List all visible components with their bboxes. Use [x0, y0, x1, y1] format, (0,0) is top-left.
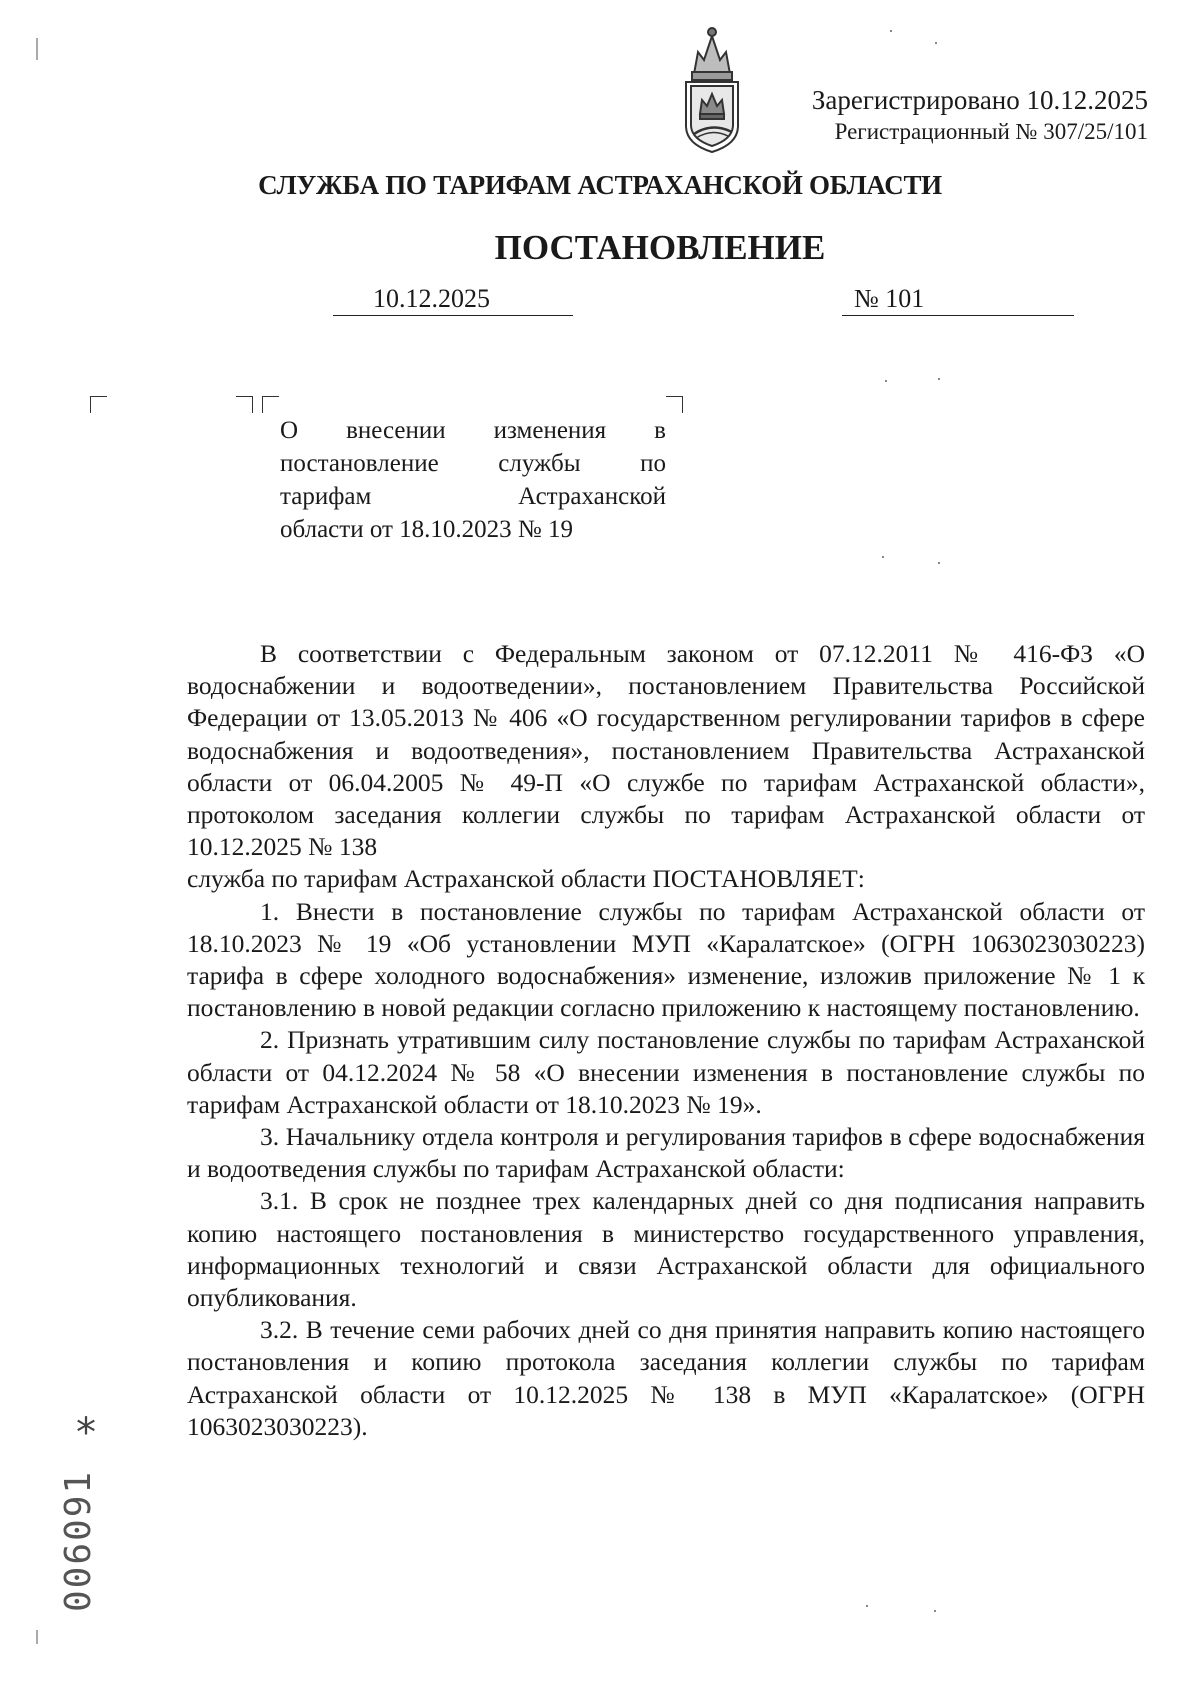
corner-mark	[666, 396, 683, 413]
preamble-paragraph: В соответствии с Федеральным законом от 07.12.2011 № 416-ФЗ «О водоснабжении и водоотведении», постановлением Правительства Российской Федерации от 13.05.2013 № 406 «О государственном регулировании тарифов в сфере водоснабжения и водоотведения», постановлением Правительства Астраханской области от 06.04.2005 № 49-П «О службе по тарифам Астраханской области», протоколом заседания коллегии службы по тарифам Астраханской области от 10.12.2025 № 138	[187, 639, 1145, 862]
registration-number: Регистрационный № 307/25/101	[834, 118, 1148, 144]
scan-edge-mark	[36, 1630, 38, 1644]
subject-line: тарифам Астраханской	[280, 483, 666, 510]
item-1-paragraph: 1. Внести в постановление службы по тарифам Астраханской области от 18.10.2023 № 19 «Об установлении МУП «Каралатское» (ОГРН 1063023030223) тарифа в сфере холодного водоснабжения» изменение, изложив приложение № 1 к постановлению в новой редакции согласно приложению к настоящему постановлению.	[187, 896, 1145, 1023]
item-3-1-paragraph: 3.1. В срок не позднее трех календарных дней со дня подписания направить копию настоящего постановления в министерство государственного управления, информационных технологий и связи Астраханской области для официального опубликования.	[187, 1186, 1145, 1313]
document-subject	[280, 414, 666, 546]
scan-speck	[866, 1605, 868, 1607]
corner-mark	[236, 396, 253, 413]
resolution-statement: служба по тарифам Астраханской области ПОСТАНОВЛЯЕТ:	[187, 864, 865, 894]
scan-speck	[934, 1610, 936, 1612]
document-date: 10.12.2025	[333, 284, 573, 316]
item-3-2-paragraph: 3.2. В течение семи рабочих дней со дня принятия направить копию настоящего постановления и копию протокола заседания коллегии службы по тарифам Астраханской области от 10.12.2025 № 138 в МУП «Каралатское» (ОГРН 1063023030223).	[187, 1315, 1145, 1441]
corner-mark	[90, 396, 107, 413]
scan-speck	[890, 30, 892, 32]
corner-mark	[262, 396, 279, 413]
scan-speck	[885, 380, 887, 382]
agency-title: СЛУЖБА ПО ТАРИФАМ АСТРАХАНСКОЙ ОБЛАСТИ	[258, 170, 942, 200]
registration-stamp	[812, 84, 1148, 147]
margin-star-mark: *	[76, 1410, 96, 1456]
scan-speck	[882, 556, 884, 558]
subject-line: постановление службы по	[280, 450, 666, 477]
registration-date: Зарегистрировано 10.12.2025	[811, 85, 1148, 115]
scan-speck	[938, 562, 940, 564]
item-3-paragraph: 3. Начальнику отдела контроля и регулирования тарифов в сфере водоснабжения и водоотведения службы по тарифам Астраханской области:	[187, 1122, 1145, 1184]
document-number: № 101	[842, 284, 1074, 316]
subject-line: области от 18.10.2023 № 19	[280, 516, 574, 543]
margin-scan-id: 006091	[58, 1469, 99, 1612]
item-2-paragraph: 2. Признать утратившим силу постановление службы по тарифам Астраханской области от 04.12.2024 № 58 «О внесении изменения в постановление службы по тарифам Астраханской области от 18.10.2023 № 19».	[187, 1025, 1145, 1119]
scan-speck	[935, 42, 937, 44]
subject-line: О внесении изменения в	[280, 417, 666, 444]
scan-edge-mark	[36, 38, 38, 60]
document-type: ПОСТАНОВЛЕНИЕ	[494, 228, 826, 267]
coat-of-arms-icon	[664, 22, 760, 160]
scan-speck	[938, 378, 940, 380]
document-body	[187, 638, 1145, 1443]
